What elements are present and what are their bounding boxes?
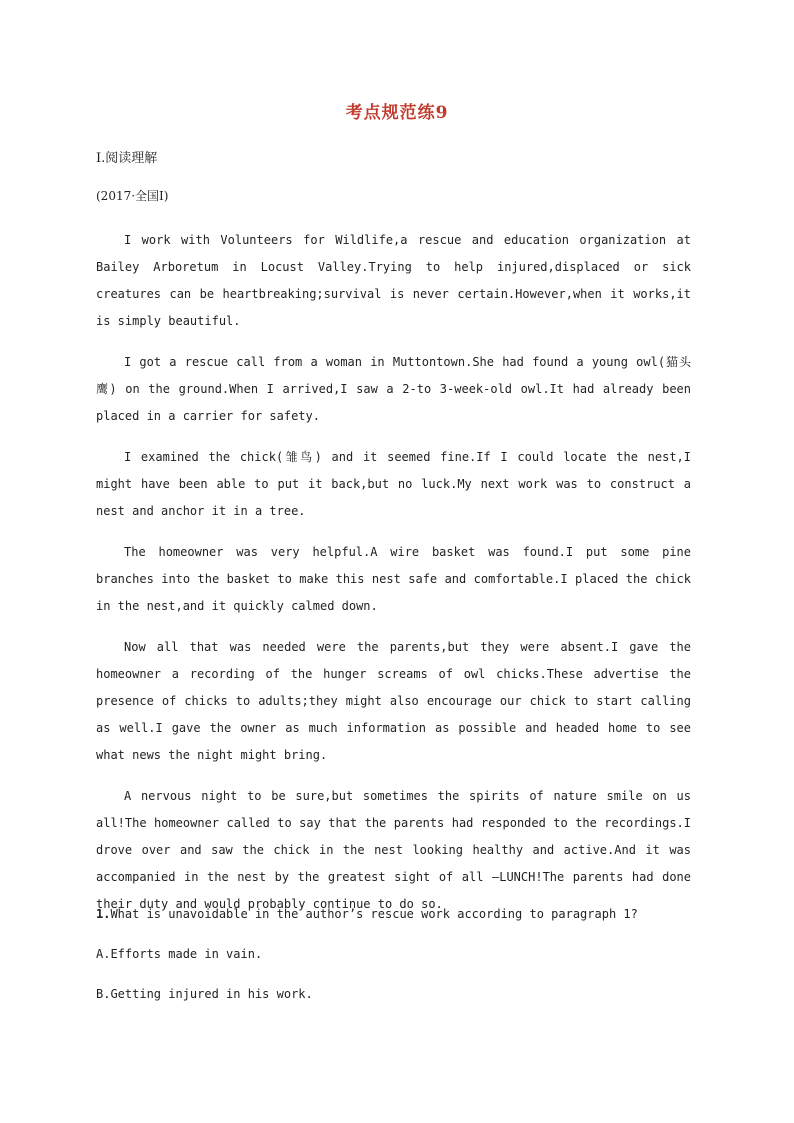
option-b: B.Getting injured in his work.	[96, 987, 313, 1001]
question-number: 1.	[96, 907, 111, 921]
page-title: 考点规范练9	[345, 103, 449, 123]
passage-paragraph-6: A nervous night to be sure,but sometimes the spirits of nature smile on us all!The homeowner called to say that the parents had responded to the recordings.I drove over and saw the chick in the nest looking healthy and active.And it was accompanied in the nest by the greatest sight of all —LUNCH!The parents had done their duty and would probably continue to do so.	[96, 789, 691, 911]
section-heading: Ⅰ.阅读理解	[96, 151, 158, 166]
reading-passage	[96, 227, 691, 932]
passage-paragraph-4: The homeowner was very helpful.A wire basket was found.I put some pine branches into the basket to make this nest safe and comfortable.I placed the chick in the nest,and it quickly calmed down.	[96, 545, 691, 613]
option-a: A.Efforts made in vain.	[96, 947, 263, 961]
question-text: What is unavoidable in the author’s rescue work according to paragraph 1?	[110, 907, 638, 921]
passage-paragraph-5: Now all that was needed were the parents,but they were absent.I gave the homeowner a recording of the hunger screams of owl chicks.These advertise the presence of chicks to adults;they might also encourage our chick to start calling as well.I gave the owner as much information as possible and headed home to see what news the night might bring.	[96, 640, 691, 762]
passage-paragraph-3: I examined the chick(雏鸟) and it seemed fine.If I could locate the nest,I might have been able to put it back,but no luck.My next work was to construct a nest and anchor it in a tree.	[96, 450, 691, 518]
question-1	[96, 907, 691, 921]
passage-paragraph-2: I got a rescue call from a woman in Muttontown.She had found a young owl(猫头鹰) on the ground.When I arrived,I saw a 2-to 3-week-old owl.It had already been placed in a carrier for safety.	[96, 355, 691, 423]
source-label: (2017·全国Ⅰ)	[96, 189, 169, 203]
passage-paragraph-1: I work with Volunteers for Wildlife,a rescue and education organization at Bailey Arboretum in Locust Valley.Trying to help injured,displaced or sick creatures can be heartbreaking;survival is never certain.However,when it works,it is simply beautiful.	[96, 233, 691, 328]
